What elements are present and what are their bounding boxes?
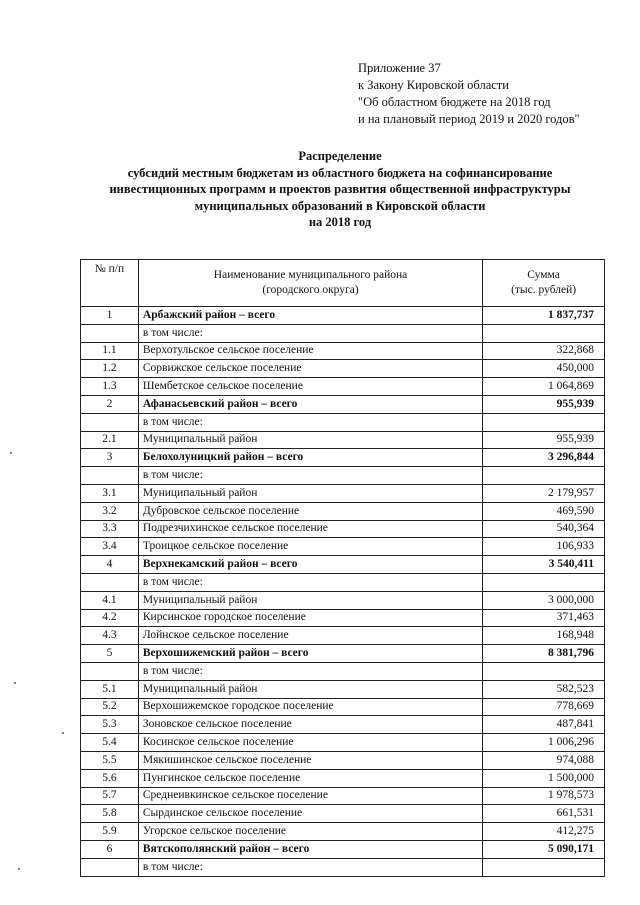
title-line-3: инвестиционных программ и проектов развития общественной инфраструктуры — [109, 182, 571, 196]
row-amount — [483, 467, 605, 485]
row-number: 5.6 — [81, 769, 139, 787]
row-amount: 582,523 — [483, 680, 605, 698]
row-name: Подрезчихинское сельское поселение — [138, 520, 482, 538]
table-row — [81, 627, 605, 645]
row-number — [81, 413, 139, 431]
row-number: 5.3 — [81, 716, 139, 734]
row-amount: 1 006,296 — [483, 734, 605, 752]
title-line-1: Распределение — [298, 149, 382, 163]
row-number: 4.3 — [81, 627, 139, 645]
row-amount — [483, 858, 605, 876]
row-number: 5.8 — [81, 805, 139, 823]
row-name: Троицкое сельское поселение — [138, 538, 482, 556]
row-name: в том числе: — [138, 573, 482, 591]
title-line-2: субсидий местным бюджетам из областного бюджета на софинансирование — [127, 165, 553, 180]
row-name: Дубровское сельское поселение — [138, 502, 482, 520]
table-row — [81, 538, 605, 556]
row-number: 6 — [81, 840, 139, 858]
row-number — [81, 324, 139, 342]
row-number: 1 — [81, 307, 139, 325]
row-number — [81, 858, 139, 876]
appendix-line-2: к Закону Кировской области — [358, 78, 509, 92]
row-name: Шембетское сельское поселение — [138, 378, 482, 396]
row-amount — [483, 662, 605, 680]
row-name: Косинское сельское поселение — [138, 734, 482, 752]
table-row — [81, 342, 605, 360]
table-row — [81, 609, 605, 627]
table-row — [81, 805, 605, 823]
table-row — [81, 378, 605, 396]
row-amount: 1 500,000 — [483, 769, 605, 787]
row-amount: 322,868 — [483, 342, 605, 360]
row-number: 5.7 — [81, 787, 139, 805]
row-number: 4 — [81, 556, 139, 574]
row-name: Вятскополянский район – всего — [138, 840, 482, 858]
row-name: Муниципальный район — [138, 484, 482, 502]
row-name: в том числе: — [138, 413, 482, 431]
scan-speck — [18, 868, 20, 870]
row-amount: 3 000,000 — [483, 591, 605, 609]
table-row — [81, 645, 605, 663]
row-name: Белохолуницкий район – всего — [138, 449, 482, 467]
row-name: Зоновское сельское поселение — [138, 716, 482, 734]
header-sum-line-1: Сумма — [527, 269, 560, 281]
subsidy-table — [80, 259, 605, 877]
row-name: Верхнекамский район – всего — [138, 556, 482, 574]
row-number: 4.2 — [81, 609, 139, 627]
row-name: Верхотульское сельское поселение — [138, 342, 482, 360]
row-amount: 1 978,573 — [483, 787, 605, 805]
table-row — [81, 680, 605, 698]
row-name: Муниципальный район — [138, 431, 482, 449]
row-number: 2 — [81, 395, 139, 413]
header-sum-line-2: (тыс. рублей) — [511, 284, 577, 296]
header-name-line-1: Наименование муниципального района — [213, 269, 408, 281]
row-name: Мякишинское сельское поселение — [138, 751, 482, 769]
table-row — [81, 520, 605, 538]
row-number: 5.4 — [81, 734, 139, 752]
row-amount: 412,275 — [483, 823, 605, 841]
table-header-row — [81, 260, 605, 307]
row-amount: 974,088 — [483, 751, 605, 769]
row-amount: 2 179,957 — [483, 484, 605, 502]
table-row — [81, 769, 605, 787]
row-name: в том числе: — [138, 662, 482, 680]
row-name: Муниципальный район — [138, 680, 482, 698]
table-row — [81, 307, 605, 325]
table-row — [81, 413, 605, 431]
row-name: Кирсинское городское поселение — [138, 609, 482, 627]
header-sum — [483, 260, 605, 307]
table-row — [81, 431, 605, 449]
row-amount — [483, 413, 605, 431]
row-amount: 1 837,737 — [483, 307, 605, 325]
row-amount: 487,841 — [483, 716, 605, 734]
row-number: 3.2 — [81, 502, 139, 520]
row-amount: 5 090,171 — [483, 840, 605, 858]
row-number: 5.1 — [81, 680, 139, 698]
row-number: 1.1 — [81, 342, 139, 360]
row-number: 1.2 — [81, 360, 139, 378]
scan-speck — [10, 452, 12, 454]
table-row — [81, 734, 605, 752]
row-amount: 469,590 — [483, 502, 605, 520]
header-name-line-2: (городского округа) — [262, 284, 359, 296]
appendix-line-3: "Об областном бюджете на 2018 год — [358, 95, 551, 109]
table-row — [81, 484, 605, 502]
row-number: 3 — [81, 449, 139, 467]
row-amount: 106,933 — [483, 538, 605, 556]
table-row — [81, 573, 605, 591]
table-body — [81, 307, 605, 877]
row-amount: 371,463 — [483, 609, 605, 627]
row-number: 4.1 — [81, 591, 139, 609]
row-amount: 778,669 — [483, 698, 605, 716]
table-row — [81, 787, 605, 805]
row-name: Афанасьевский район – всего — [138, 395, 482, 413]
row-number: 2.1 — [81, 431, 139, 449]
header-num: № п/п — [81, 260, 139, 307]
row-amount: 1 064,869 — [483, 378, 605, 396]
row-name: Угорское сельское поселение — [138, 823, 482, 841]
table-row — [81, 662, 605, 680]
table-row — [81, 502, 605, 520]
row-amount — [483, 324, 605, 342]
appendix-line-4: и на плановый период 2019 и 2020 годов" — [358, 112, 580, 126]
row-amount: 168,948 — [483, 627, 605, 645]
table-row — [81, 698, 605, 716]
table-row — [81, 360, 605, 378]
row-name: Верхошижемское городское поселение — [138, 698, 482, 716]
row-amount: 955,939 — [483, 395, 605, 413]
row-amount: 8 381,796 — [483, 645, 605, 663]
row-amount: 3 540,411 — [483, 556, 605, 574]
table-row — [81, 467, 605, 485]
table-row — [81, 751, 605, 769]
scan-speck — [62, 732, 64, 734]
row-number: 3.3 — [81, 520, 139, 538]
row-name: Пунгинское сельское поселение — [138, 769, 482, 787]
title-line-4: муниципальных образований в Кировской области — [194, 198, 486, 213]
row-amount: 955,939 — [483, 431, 605, 449]
appendix-line-1: Приложение 37 — [358, 61, 441, 75]
row-name: Верхошижемский район – всего — [138, 645, 482, 663]
row-number: 5.9 — [81, 823, 139, 841]
row-number: 5.2 — [81, 698, 139, 716]
table-row — [81, 716, 605, 734]
row-amount: 450,000 — [483, 360, 605, 378]
row-number: 1.3 — [81, 378, 139, 396]
row-number — [81, 573, 139, 591]
table-row — [81, 591, 605, 609]
scan-speck — [14, 682, 16, 684]
row-number: 3.1 — [81, 484, 139, 502]
row-amount: 3 296,844 — [483, 449, 605, 467]
row-number — [81, 467, 139, 485]
row-name: в том числе: — [138, 858, 482, 876]
row-name: в том числе: — [138, 324, 482, 342]
row-name: в том числе: — [138, 467, 482, 485]
row-number: 3.4 — [81, 538, 139, 556]
appendix-block — [358, 60, 580, 128]
title-line-5: на 2018 год — [308, 215, 372, 229]
row-name: Арбажский район – всего — [138, 307, 482, 325]
row-name: Сырдинское сельское поселение — [138, 805, 482, 823]
row-name: Среднеивкинское сельское поселение — [138, 787, 482, 805]
row-name: Сорвижское сельское поселение — [138, 360, 482, 378]
table-row — [81, 858, 605, 876]
row-amount: 540,364 — [483, 520, 605, 538]
table-row — [81, 556, 605, 574]
table-row — [81, 395, 605, 413]
table-row — [81, 840, 605, 858]
row-name: Муниципальный район — [138, 591, 482, 609]
table-row — [81, 324, 605, 342]
row-number — [81, 662, 139, 680]
row-number: 5 — [81, 645, 139, 663]
row-number: 5.5 — [81, 751, 139, 769]
table-row — [81, 449, 605, 467]
document-title — [80, 148, 600, 231]
row-amount: 661,531 — [483, 805, 605, 823]
row-amount — [483, 573, 605, 591]
table-row — [81, 823, 605, 841]
row-name: Лойнское сельское поселение — [138, 627, 482, 645]
header-name — [138, 260, 482, 307]
